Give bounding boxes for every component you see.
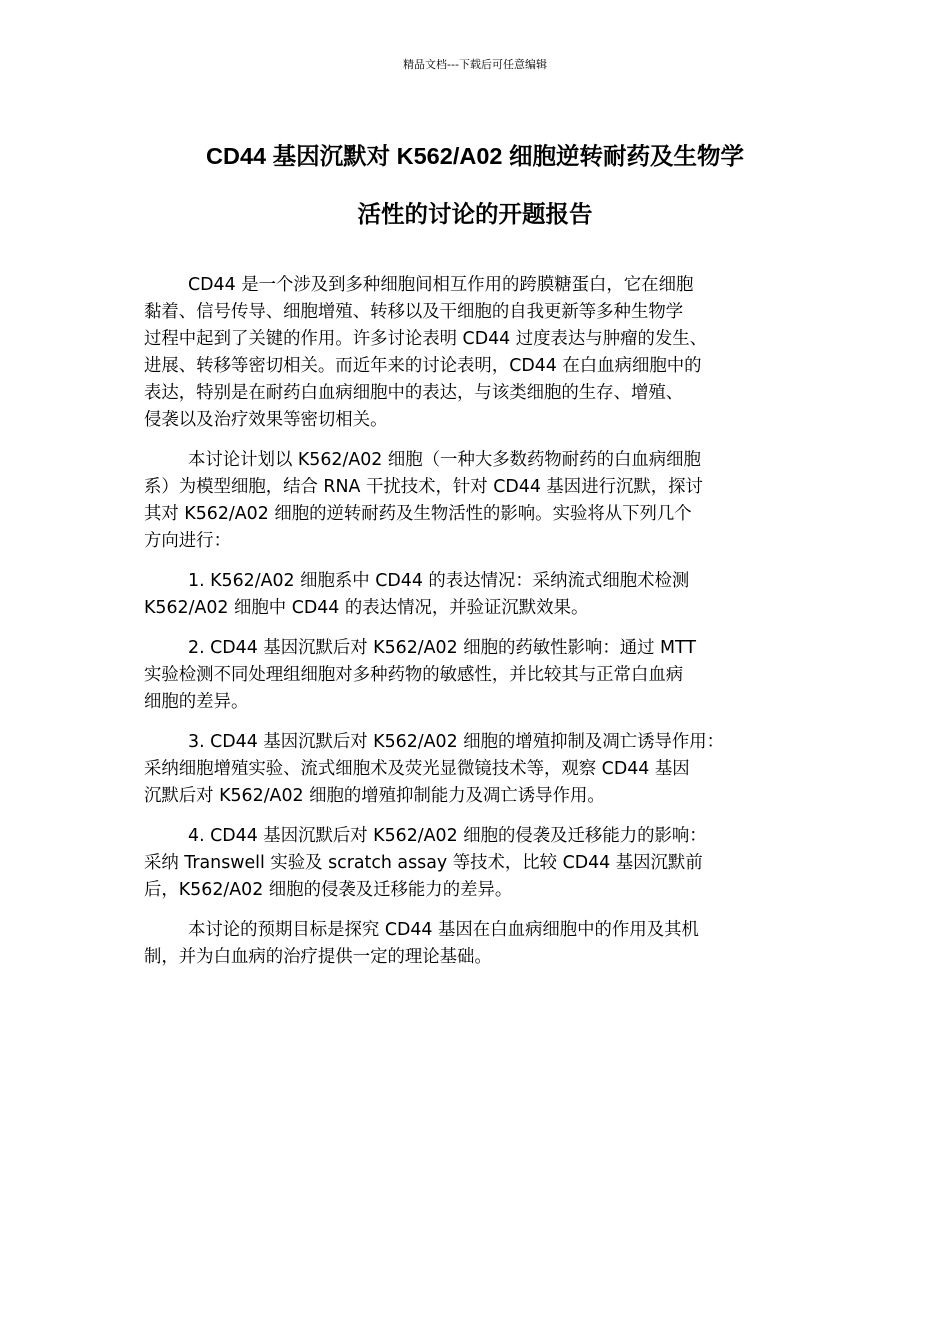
paragraph-line: 进展、转移等密切相关。而近年来的讨论表明，CD44 在白血病细胞中的 (144, 356, 702, 376)
paragraph-line: 4. CD44 基因沉默后对 K562/A02 细胞的侵袭及迁移能力的影响： (188, 826, 707, 846)
paragraph-line: 侵袭以及治疗效果等密切相关。 (144, 410, 388, 430)
paragraph-plan (144, 447, 810, 555)
paragraph-line: 其对 K562/A02 细胞的逆转耐药及生物活性的影响。实验将从下列几个 (144, 504, 692, 524)
document-title-line-1: CD44 基因沉默对 K562/A02 细胞逆转耐药及生物学 (206, 143, 744, 169)
paragraph-line: 后，K562/A02 细胞的侵袭及迁移能力的差异。 (144, 880, 513, 900)
paragraph-line: 本讨论计划以 K562/A02 细胞（一种大多数药物耐药的白血病细胞 (188, 450, 701, 470)
paragraph-line: 采纳 Transwell 实验及 scratch assay 等技术，比较 CD44 基因沉默前 (144, 853, 703, 873)
paragraph-line: 制，并为白血病的治疗提供一定的理论基础。 (144, 947, 492, 967)
paragraph-item-3 (144, 729, 810, 810)
paragraph-conclusion (144, 917, 810, 971)
paragraph-line: 过程中起到了关键的作用。许多讨论表明 CD44 过度表达与肿瘤的发生、 (144, 329, 708, 349)
paragraph-line: 细胞的差异。 (144, 692, 249, 712)
paragraph-item-4 (144, 823, 810, 904)
paragraph-line: 方向进行： (144, 531, 231, 551)
paragraph-line: K562/A02 细胞中 CD44 的表达情况，并验证沉默效果。 (144, 598, 589, 618)
paragraph-introduction (144, 272, 810, 434)
paragraph-line: CD44 是一个涉及到多种细胞间相互作用的跨膜糖蛋白，它在细胞 (188, 275, 694, 295)
header-note: 精品文档---下载后可任意编辑 (403, 58, 547, 71)
paragraph-line: 2. CD44 基因沉默后对 K562/A02 细胞的药敏性影响：通过 MTT (188, 638, 696, 658)
paragraph-line: 实验检测不同处理组细胞对多种药物的敏感性，并比较其与正常白血病 (144, 665, 684, 685)
paragraph-line: 3. CD44 基因沉默后对 K562/A02 细胞的增殖抑制及凋亡诱导作用： (188, 732, 725, 752)
document-body (144, 272, 810, 984)
paragraph-line: 沉默后对 K562/A02 细胞的增殖抑制能力及凋亡诱导作用。 (144, 786, 605, 806)
paragraph-line: 黏着、信号传导、细胞增殖、转移以及干细胞的自我更新等多种生物学 (144, 302, 684, 322)
paragraph-line: 系）为模型细胞，结合 RNA 干扰技术，针对 CD44 基因进行沉默，探讨 (144, 477, 703, 497)
paragraph-line: 表达，特别是在耐药白血病细胞中的表达，与该类细胞的生存、增殖、 (144, 383, 684, 403)
document-title-line-2: 活性的讨论的开题报告 (357, 201, 593, 227)
paragraph-line: 本讨论的预期目标是探究 CD44 基因在白血病细胞中的作用及其机 (188, 920, 699, 940)
document-title (143, 138, 807, 232)
paragraph-line: 采纳细胞增殖实验、流式细胞术及荧光显微镜技术等，观察 CD44 基因 (144, 759, 690, 779)
paragraph-item-2 (144, 635, 810, 716)
paragraph-item-1 (144, 568, 810, 622)
paragraph-line: 1. K562/A02 细胞系中 CD44 的表达情况：采纳流式细胞术检测 (188, 571, 690, 591)
